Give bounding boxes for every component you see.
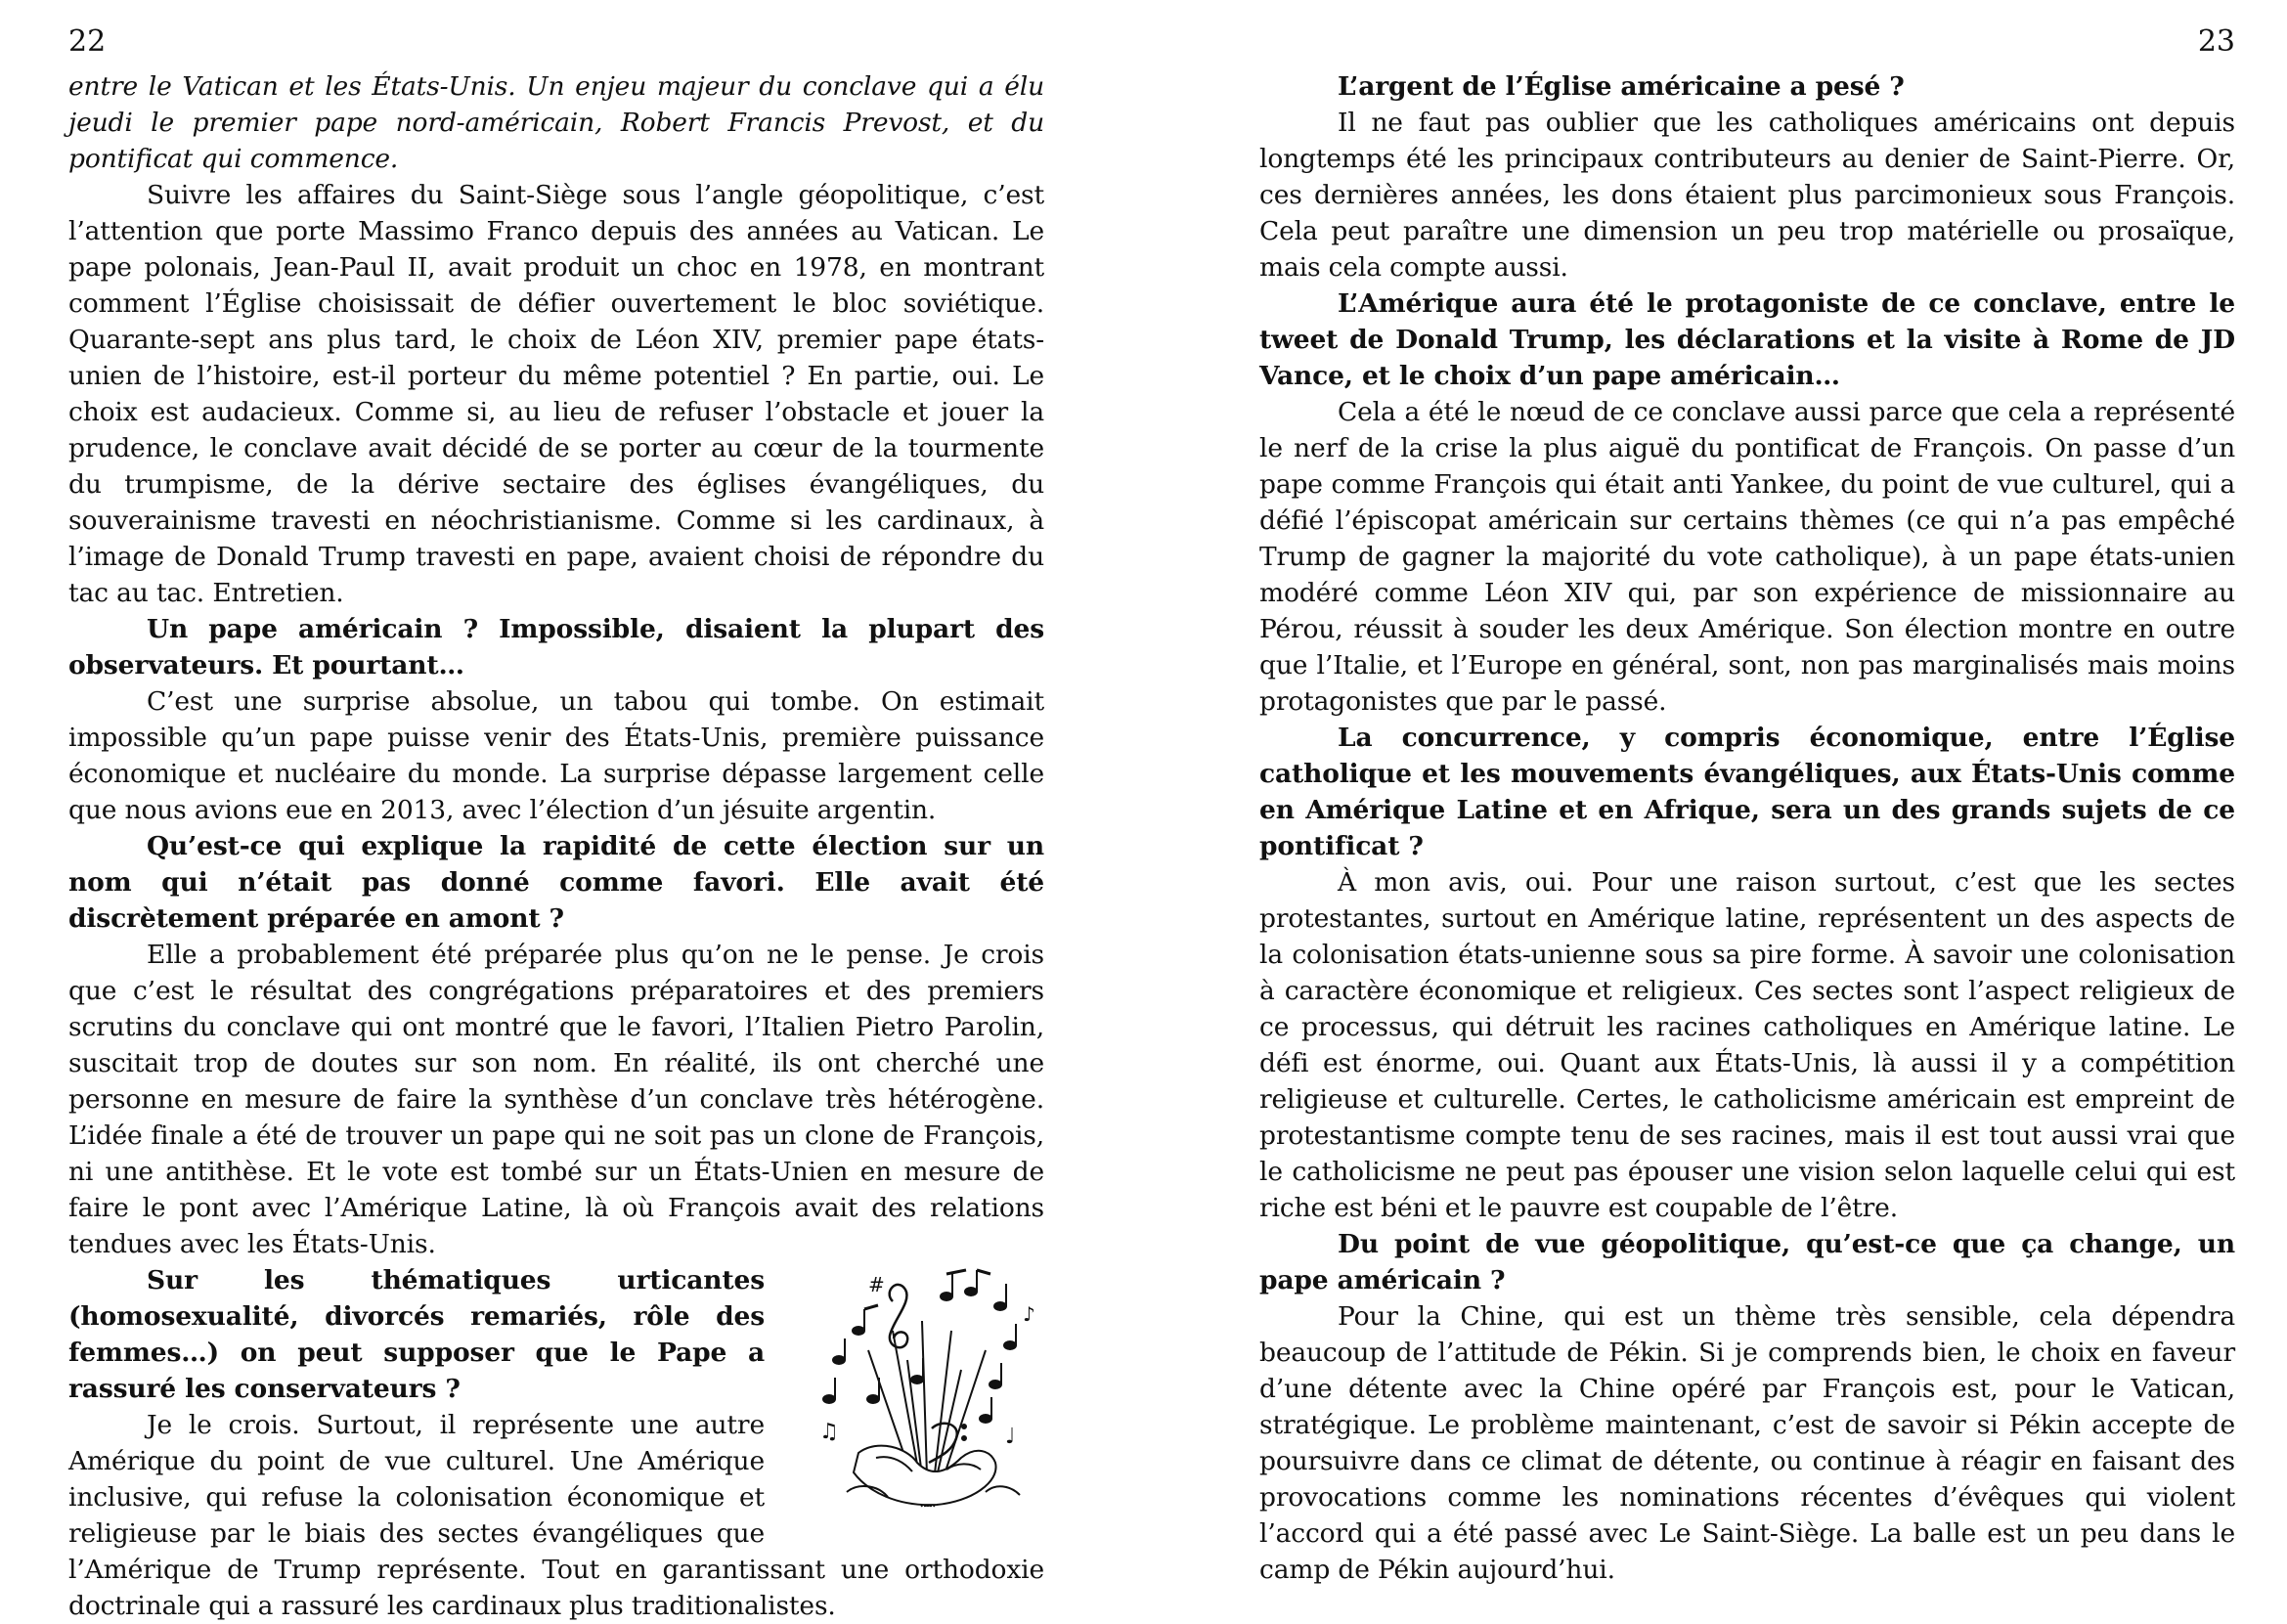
- svg-text:♫: ♫: [819, 1420, 839, 1444]
- svg-text:#: #: [868, 1273, 885, 1296]
- question: L’argent de l’Église américaine a pesé ?: [1338, 71, 1905, 102]
- question: Qu’est-ce qui explique la rapidité de cette élection sur un nom qui n’était pas donné comme favori. Elle avait été discrètement préparée en amont ?: [68, 831, 1044, 934]
- paragraph: Suivre les affaires du Saint-Siège sous l’angle géopolitique, c’est l’attention que porte Massimo Franco depuis des années au Vatican. Le pape polonais, Jean-Paul II, avait produit un choc en 1978, en montrant comment l’Église choisissait de défier ouvertement le bloc soviétique. Quarante-sept ans plus tard, le choix de Léon XIV, premier pape états-unien de l’histoire, est-il porteur du même potentiel ? En partie, oui. Le choix est audacieux. Comme si, au lieu de refuser l’obstacle et jouer la prudence, le conclave avait décidé de se porter au cœur de la tourmente du trumpisme, de la dérive sectaire des églises évangéliques, du souverainisme travesti en néochristianisme. Comme si les cardinaux, à l’image de Donald Trump travesti en pape, avaient choisi de répondre du tac au tac. Entretien.: [68, 180, 1044, 608]
- answer: Je le crois. Surtout, il représente une autre Amérique du point de vue culturel. Une Amérique inclusive, qui refuse la colonisation économique et religieuse par le biais des sectes évangéliques que l’Amérique de Trump représente. Tout en garantissant une orthodoxie doctrinale qui a rassuré les cardinaux plus traditionalistes.: [68, 1410, 1044, 1621]
- answer: Pour la Chine, qui est un thème très sensible, cela dépendra beaucoup de l’attitude de Pékin. Si je comprends bien, le choix en faveur d’une détente avec la Chine opéré par François est, pour le Vatican, stratégique. Le problème maintenant, c’est de savoir si Pékin accepte de poursuivre dans ce climat de détente, ou continue à réagir en faisant des provocations comme les nominations récentes d’évêques qui violent l’accord qui a été passé avec Le Saint-Siège. La balle est un peu dans le camp de Pékin aujourd’hui.: [1259, 1301, 2235, 1585]
- intro-paragraph: entre le Vatican et les États-Unis. Un enjeu majeur du conclave qui a élu jeudi le premier pape nord-américain, Robert Francis Prevost, et du pontificat qui commence.: [68, 71, 1044, 174]
- answer: À mon avis, oui. Pour une raison surtout, c’est que les sectes protestantes, surtout en Amérique latine, représentent un des aspects de la colonisation états-unienne sous sa pire forme. À savoir une colonisation à caractère économique et religieux. Ces sectes sont l’aspect religieux de ce processus, qui détruit les racines catholiques en Amérique latine. Le défi est énorme, oui. Quant aux États-Unis, là aussi il y a compétition religieuse et culturelle. Certes, le catholicisme américain est empreint de protestantisme compte tenu de ses racines, mais il est tout aussi vrai que le catholicisme ne peut pas épouser une vision selon laquelle celui qui est riche est béni et le pauvre est coupable de l’être.: [1259, 867, 2235, 1223]
- question: Du point de vue géopolitique, qu’est-ce que ça change, un pape américain ?: [1259, 1229, 2235, 1295]
- answer: Cela a été le nœud de ce conclave aussi parce que cela a représenté le nerf de la crise la plus aiguë du pontificat de François. On passe d’un pape comme François qui était anti Yankee, du point de vue culturel, qui a défié l’épiscopat américain sur certains thèmes (ce qui n’a pas empêché Trump de gagner la majorité du vote catholique), à un pape états-unien modéré comme Léon XIV qui, par son expérience de missionnaire au Pérou, réussit à souder les deux Amérique. Son élection montre en outre que l’Italie, et l’Europe en général, sont, non pas marginalisés mais moins protagonistes que par le passé.: [1259, 397, 2235, 717]
- right-page-text: [1259, 68, 2235, 1588]
- left-page-text: [68, 68, 1044, 1624]
- page-number-right: 23: [2197, 24, 2235, 59]
- music-notes-icon: [800, 1262, 1044, 1521]
- music-bouquet-illustration: [800, 1262, 1044, 1521]
- answer: C’est une surprise absolue, un tabou qui tombe. On estimait impossible qu’un pape puisse venir des États-Unis, première puissance économique et nucléaire du monde. La surprise dépasse largement celle que nous avions eue en 2013, avec l’élection d’un jésuite argentin.: [68, 686, 1044, 825]
- svg-text:♪: ♪: [1023, 1302, 1035, 1326]
- answer: Elle a probablement été préparée plus qu’on ne le pense. Je crois que c’est le résultat des congrégations préparatoires et des premiers scrutins du conclave qui ont montré que le favori, l’Italien Pietro Parolin, suscitait trop de doutes sur son nom. En réalité, ils ont cherché une personne en mesure de faire la synthèse d’un conclave très hétérogène. L’idée finale a été de trouver un pape qui ne soit pas un clone de François, ni une antithèse. Et le vote est tombé sur un États-Unien en mesure de faire le pont avec l’Amérique Latine, là où François avait des relations tendues avec les États-Unis.: [68, 940, 1044, 1259]
- answer: Il ne faut pas oublier que les catholiques américains ont depuis longtemps été les principaux contributeurs au denier de Saint-Pierre. Or, ces dernières années, les dons étaient plus parcimonieux sous François. Cela peut paraître une dimension un peu trop matérielle ou prosaïque, mais cela compte aussi.: [1259, 108, 2235, 283]
- question: La concurrence, y compris économique, entre l’Église catholique et les mouvements évangéliques, aux États-Unis comme en Amérique Latine et en Afrique, sera un des grands sujets de ce pontificat ?: [1259, 723, 2235, 861]
- right-page: [1259, 0, 2235, 1617]
- page-number-left: 22: [68, 24, 107, 59]
- question: L’Amérique aura été le protagoniste de ce conclave, entre le tweet de Donald Trump, les déclarations et la visite à Rome de JD Vance, et le choix d’un pape américain…: [1259, 288, 2235, 391]
- left-page: [68, 0, 1044, 1621]
- question: Sur les thématiques urticantes (homosexualité, divorcés remariés, rôle des femmes…) on peut supposer que le Pape a rassuré les conservateurs ?: [68, 1265, 765, 1404]
- svg-text:♩: ♩: [1005, 1425, 1016, 1449]
- question: Un pape américain ? Impossible, disaient la plupart des observateurs. Et pourtant…: [68, 614, 1044, 680]
